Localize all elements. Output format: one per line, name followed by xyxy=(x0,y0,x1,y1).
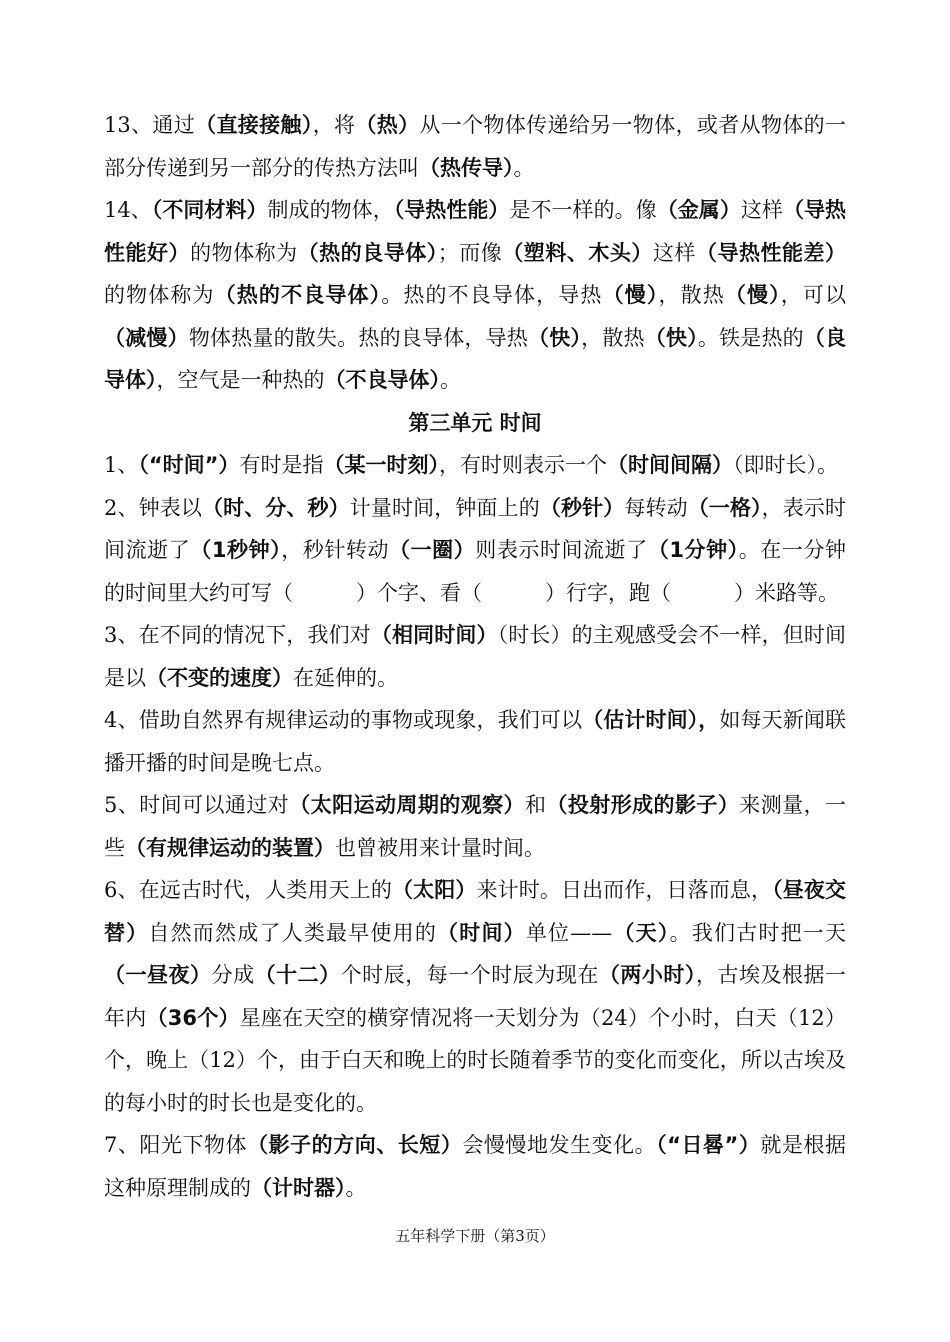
body-text: 。 xyxy=(345,1175,367,1200)
body-text: 3、在不同的情况下，我们对 xyxy=(104,623,371,647)
body-text: ，散热 xyxy=(658,283,725,307)
body-text: 自然而然成了人类最早使用的 xyxy=(148,920,438,945)
body-text: 物体热量的散失。热的良导体，导热 xyxy=(188,325,529,350)
body-text: 来测量，一些 xyxy=(104,793,847,860)
body-text: 来计时。日出而作，日落而息， xyxy=(476,878,773,902)
body-text: 个时辰，每一个时辰为现在 xyxy=(340,963,599,987)
body-text: 计量时间，钟面上的 xyxy=(349,495,540,520)
body-text: 14、 xyxy=(104,198,152,222)
answer-text: （时、分、秒） xyxy=(201,495,350,520)
answer-text: （快） xyxy=(644,325,698,350)
body-text: 则表示时间流逝了 xyxy=(475,538,648,562)
answer-text: （慢） xyxy=(724,283,781,307)
answer-text: （秒针） xyxy=(539,495,625,520)
answer-text: （不同材料） xyxy=(151,198,268,222)
body-text: 如每天新闻联播开播的时间是晚七点。 xyxy=(104,708,847,775)
answer-text: （有规律运动的装置） xyxy=(125,835,335,860)
body-text: 每转动 xyxy=(624,495,688,520)
answer-text: （慢） xyxy=(602,283,659,307)
body-text: 也曾被用来计量时间。 xyxy=(335,835,545,860)
answer-text: （一圈） xyxy=(389,538,476,562)
answer-text: （良导体） xyxy=(104,325,847,392)
body-text: 7、阳光下物体 xyxy=(104,1133,248,1157)
answer-text: （投射形成的影子） xyxy=(546,793,740,817)
paragraph-item xyxy=(104,104,846,189)
body-text: 。铁是热的 xyxy=(697,325,804,350)
answer-text: （塑料、木头） xyxy=(502,240,653,265)
answer-text: （“时间”） xyxy=(138,453,240,477)
answer-text: （不变的速度） xyxy=(146,665,293,690)
body-text: 的物体称为 xyxy=(190,240,298,265)
body-text: 会慢慢地发生变化。 xyxy=(462,1133,657,1157)
answer-text: （计时器） xyxy=(251,1175,346,1200)
answer-text: （热的良导体） xyxy=(297,240,438,265)
body-text: ，可以 xyxy=(780,283,847,307)
answer-text: （太阳运动周期的观察） xyxy=(289,793,525,817)
paragraph-item xyxy=(104,784,846,869)
body-text: 13、通过 xyxy=(104,113,196,137)
answer-text: （一格） xyxy=(687,495,762,520)
body-text: 。在一分钟的时间里大约可写（ ）个字、看（ ）行字，跑（ ）米路等。 xyxy=(104,538,847,605)
body-text: （即时长）。 xyxy=(732,453,838,477)
body-text: 星座在天空的横穿情况将一天划分为（24）个小时，白天（12）个，晚上（12）个，由于白天和晚上的时长随着季节的变化而变化，所以古埃及的每小时的时长也是变化的。 xyxy=(104,1005,846,1115)
answer-text: （昼夜交替） xyxy=(104,878,847,945)
answer-text: （时间间隔） xyxy=(606,453,733,477)
section-heading: 第三单元 时间 xyxy=(408,410,542,435)
body-text: 。 xyxy=(440,368,461,392)
paragraph-item xyxy=(104,487,846,615)
body-text: ，古埃及根据一年内 xyxy=(104,963,847,1030)
answer-text: （时间） xyxy=(437,920,526,945)
answer-text: （快） xyxy=(528,325,582,350)
body-text: 。 xyxy=(513,155,535,180)
body-text: 。热的不良导体，导热 xyxy=(381,283,603,307)
answer-text: （不良导体） xyxy=(324,368,440,392)
body-text: 有时是指 xyxy=(239,453,324,477)
body-text: ；而像 xyxy=(437,240,503,265)
body-text: 这样 xyxy=(740,198,783,222)
answer-text: （两小时） xyxy=(598,963,696,987)
body-text: （时长）的主观感受会不一样，但时间是以 xyxy=(104,623,847,690)
answer-text: （金属） xyxy=(656,198,741,222)
body-text: ，有时则表示一个 xyxy=(438,453,607,477)
answer-text: （1分钟） xyxy=(647,538,739,562)
answer-text: （导热性能好） xyxy=(104,198,847,265)
body-text: 就是根据这种原理制成的 xyxy=(104,1133,847,1200)
body-text: 2、钟表以 xyxy=(104,495,202,520)
answer-text: （影子的方向、长短） xyxy=(247,1133,463,1157)
body-text: ，表示时间流逝了 xyxy=(104,495,847,562)
answer-text: （估计时间）， xyxy=(582,708,720,732)
answer-text: （“日晷”） xyxy=(656,1133,761,1157)
answer-text: （导热性能差） xyxy=(695,240,847,265)
answer-text: （一昼夜） xyxy=(104,963,212,987)
body-text: 6、在远古时代，人类用天上的 xyxy=(104,878,393,902)
answer-text: （某一时刻） xyxy=(323,453,439,477)
answer-text: （导热性能） xyxy=(393,198,510,222)
body-text: 。我们古时把一天 xyxy=(669,920,846,945)
body-text: 在延伸的。 xyxy=(293,665,398,690)
body-text: 5、时间可以通过对 xyxy=(104,793,290,817)
body-text: 和 xyxy=(524,793,547,817)
body-text: 制成的物体， xyxy=(267,198,394,222)
page-footer: 五年科学下册（第3页） xyxy=(395,1227,555,1245)
paragraph-item xyxy=(104,444,846,487)
body-text: 分成 xyxy=(211,963,255,987)
answer-text: （36个） xyxy=(146,1005,240,1030)
answer-text: （热传导） xyxy=(419,155,514,180)
answer-text: （减慢） xyxy=(104,325,189,350)
paragraph-item xyxy=(104,699,846,784)
answer-text: （热的不良导体） xyxy=(214,283,382,307)
body-text: ，空气是一种热的 xyxy=(156,368,325,392)
answer-text: （直接接触） xyxy=(195,113,313,137)
answer-text: （十二） xyxy=(254,963,341,987)
answer-text: （天） xyxy=(612,920,670,945)
body-text: 单位—— xyxy=(525,920,613,945)
body-text: 是不一样的。像 xyxy=(509,198,657,222)
answer-text: （相同时间） xyxy=(370,623,498,647)
answer-text: （热） xyxy=(355,113,420,137)
body-text: ，秒针转动 xyxy=(281,538,390,562)
paragraph-item xyxy=(104,189,846,402)
answer-text: （太阳） xyxy=(392,878,477,902)
body-text: 的物体称为 xyxy=(104,283,215,307)
paragraph-item xyxy=(104,1124,846,1209)
answer-text: （1秒钟） xyxy=(190,538,282,562)
body-text: ，将 xyxy=(312,113,356,137)
body-text: 4、借助自然界有规律运动的事物或现象，我们可以 xyxy=(104,708,583,732)
paragraph-item xyxy=(104,869,846,1124)
body-text: 1、 xyxy=(104,453,139,477)
document-body xyxy=(104,104,846,1209)
body-text: 从一个物体传递给另一物体，或者从物体的一部分传递到另一部分的传热方法叫 xyxy=(104,113,847,180)
body-text: ，散热 xyxy=(581,325,645,350)
body-text: 这样 xyxy=(652,240,696,265)
paragraph-item xyxy=(104,614,846,699)
